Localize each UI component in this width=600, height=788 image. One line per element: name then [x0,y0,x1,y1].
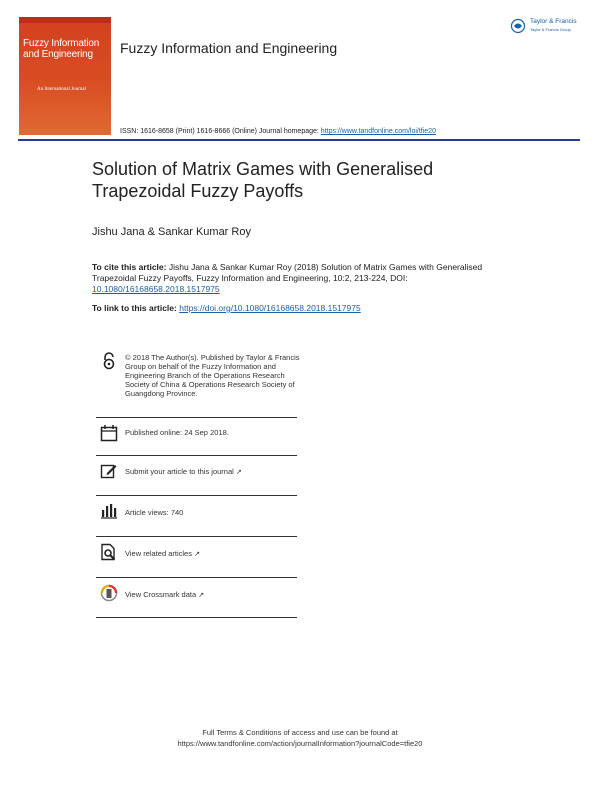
crossmark-icon [100,584,118,602]
related-articles-link[interactable] [125,549,300,559]
submit-article-label: Submit your article to this journal [125,467,234,476]
cover-title: Fuzzy Information and Engineering [23,38,100,60]
info-divider [96,536,297,537]
article-authors: Jishu Jana & Sankar Kumar Roy [92,226,251,238]
cover-subtitle: An International Journal [37,87,86,92]
license-text: © 2018 The Author(s). Published by Taylor & Francis Group on behalf of the Fuzzy Information and Engineering Branch of the Operations Research Society of China & Operations Research Society of Guangdong Province. [125,353,300,398]
journal-cover [19,17,111,135]
footer-terms-text: Full Terms & Conditions of access and use can be found at [202,728,398,737]
doi-link[interactable]: 10.1080/16168658.2018.1517975 [92,284,220,294]
bar-chart-icon [100,502,118,520]
edit-pencil-icon [100,462,118,480]
related-articles-label: View related articles [125,549,192,558]
link-label: To link to this article: [92,303,180,313]
crossmark-label: View Crossmark data [125,590,197,599]
related-articles-icon [100,543,118,561]
submit-article-link[interactable] [125,467,300,477]
calendar-icon [100,424,118,442]
crossmark-row[interactable] [96,584,297,604]
published-row [96,424,297,444]
views-row [96,502,297,522]
cite-text: Jishu Jana & Sankar Kumar Roy (2018) Solution of Matrix Games with Generalised Trapezoidal Fuzzy Payoffs, Fuzzy Information and Engineering, 10:2, 213-224, DOI: [92,262,483,283]
issn-text: ISSN: 1616-8658 (Print) 1616-8666 (Online) Journal homepage: [120,128,321,135]
open-lock-icon [100,352,118,370]
info-divider [96,455,297,456]
issn-line [120,128,436,135]
citation-block [92,262,522,295]
info-divider [96,495,297,496]
published-date: Published online: 24 Sep 2018. [125,428,229,437]
article-title: Solution of Matrix Games with Generalised Trapezoidal Fuzzy Payoffs [92,159,434,201]
info-divider [96,417,297,418]
footer-terms-link[interactable]: https://www.tandfonline.com/action/journalInformation?journalCode=tfie20 [177,739,423,748]
article-views: Article views: 740 [125,508,184,517]
open-access-row [96,352,300,416]
journal-name: Fuzzy Information and Engineering [120,40,338,56]
crossmark-link[interactable] [125,590,300,600]
article-url-link[interactable]: https://doi.org/10.1080/16168658.2018.1517975 [179,303,361,313]
info-divider [96,617,297,618]
info-divider [96,577,297,578]
external-link-icon: ↗ [194,551,200,558]
cite-label: To cite this article: [92,262,167,272]
footer [0,727,600,749]
submit-row[interactable] [96,462,297,482]
external-link-icon: ↗ [198,592,205,599]
external-link-icon: ↗ [235,469,242,476]
link-line [92,303,361,313]
header-divider [18,139,580,141]
cover-top-band [19,17,111,23]
related-row[interactable] [96,543,297,563]
publisher-logo-text: Taylor & Francis [530,18,577,25]
publisher-logo-subtext: Taylor & Francis Group [530,27,571,32]
journal-homepage-link[interactable]: https://www.tandfonline.com/loi/tfie20 [320,128,436,135]
